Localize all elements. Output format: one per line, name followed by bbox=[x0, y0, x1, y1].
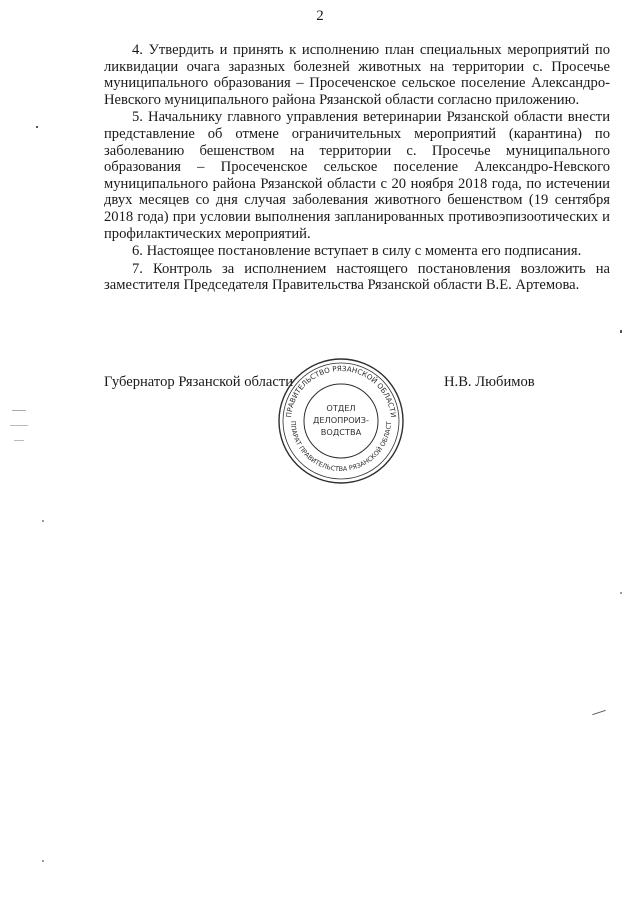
scan-mark bbox=[12, 410, 26, 411]
page-number: 2 bbox=[316, 8, 324, 24]
document-body bbox=[104, 42, 610, 295]
stamp-outer-text-bottom: ППАРАТ ПРАВИТЕЛЬСТВА РЯЗАНСКОЙ ОБЛАСТ bbox=[288, 420, 394, 474]
stamp-outer-text: ПРАВИТЕЛЬСТВО РЯЗАНСКОЙ ОБЛАСТИ bbox=[284, 363, 398, 418]
stamp-line-2: ДЕЛОПРОИЗ- bbox=[312, 415, 370, 425]
paragraph-4: 4. Утвердить и принять к исполнению план специальных мероприятий по ликвидации очага заразных болезней животных на территории с. Просечье муниципального образования – Просеченское сельское поселение Александро-Невского муниципального района Рязанской области согласно приложению. bbox=[104, 42, 610, 108]
scan-mark bbox=[620, 592, 622, 594]
signatory-title: Губернатор Рязанской области bbox=[104, 374, 294, 390]
paragraph-7: 7. Контроль за исполнением настоящего постановления возложить на заместителя Председателя Правительства Рязанской области В.Е. Артемова. bbox=[104, 260, 610, 294]
scan-mark bbox=[14, 440, 24, 441]
official-stamp bbox=[276, 356, 406, 486]
stamp-line-1: ОТДЕЛ bbox=[326, 403, 356, 413]
signatory-name: Н.В. Любимов bbox=[444, 374, 535, 390]
scan-mark bbox=[10, 425, 28, 426]
stamp-icon bbox=[276, 356, 406, 486]
paragraph-5: 5. Начальнику главного управления ветеринарии Рязанской области внести представление об отмене ограничительных мероприятий (карантина) по заболеванию бешенством на территории с. Просечье муниципального образования – Просеченское сельское поселение Александро-Невского муниципального района Рязанской области с 20 ноября 2018 года, по истечении двух месяцев со дня случая заболевания животного бешенством (19 сентября 2018 года) при условии выполнения запланированных противоэпизоотических и профилактических мероприятий. bbox=[104, 109, 610, 242]
scan-mark bbox=[36, 126, 38, 128]
scan-mark bbox=[620, 330, 622, 333]
scan-mark bbox=[42, 860, 44, 862]
scan-mark bbox=[42, 520, 44, 522]
scan-mark bbox=[592, 710, 606, 715]
paragraph-6: 6. Настоящее постановление вступает в силу с момента его подписания. bbox=[132, 243, 582, 260]
stamp-line-3: ВОДСТВА bbox=[320, 427, 362, 437]
